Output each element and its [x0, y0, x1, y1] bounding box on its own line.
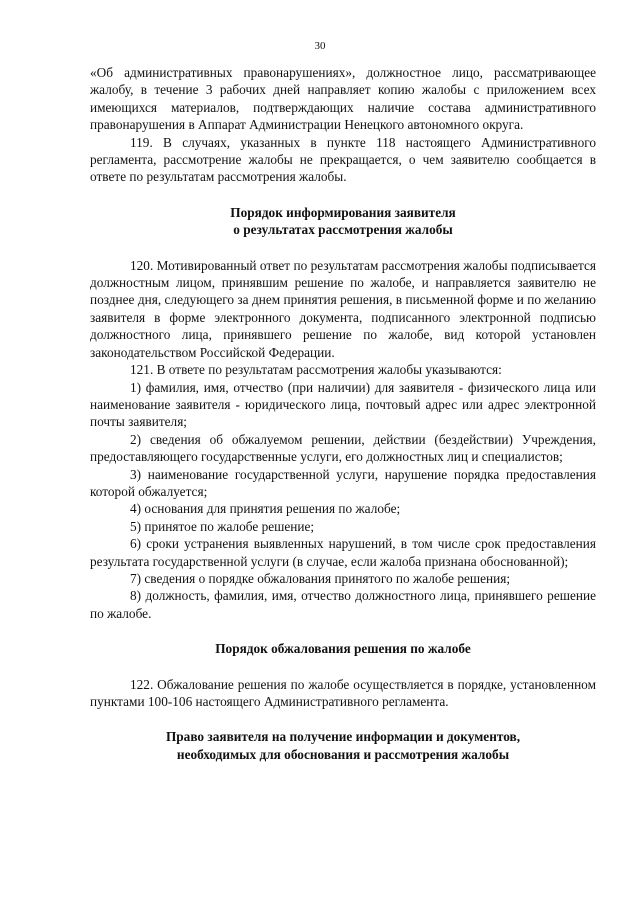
paragraph-120: 120. Мотивированный ответ по результатам рассмотрения жалобы подписывается должностным лицом, принявшим решение по жалобе, и направляется заявителю не позднее дня, следующего за днем принятия решения, в письменной форме и по желанию заявителя в форме электронного документа, подписанного электронной подписью должностного лица, принявшего решение по жалобе, вид которой установлен законодательством Российской Федерации. — [90, 257, 596, 360]
list-item-5: 5) принятое по жалобе решение; — [130, 518, 315, 534]
list-item-6: 6) сроки устранения выявленных нарушений, в том числе срок предоставления результата государственной услуги (в случае, если жалоба признана обоснованной); — [90, 536, 596, 569]
paragraph-122: 122. Обжалование решения по жалобе осуществляется в порядке, установленном пунктами 100-106 настоящего Административного регламента. — [90, 676, 596, 709]
heading-line: Право заявителя на получение информации и документов, — [165, 729, 521, 745]
section-heading-rights — [90, 728, 596, 763]
page-number: 30 — [314, 40, 326, 52]
list-item-4: 4) основания для принятия решения по жалобе; — [130, 501, 401, 517]
paragraph-119: 119. В случаях, указанных в пункте 118 настоящего Административного регламента, рассмотрение жалобы не прекращается, о чем заявителю сообщается в ответе по результатам рассмотрения жалобы. — [90, 134, 596, 185]
heading-line: о результатах рассмотрения жалобы — [233, 222, 453, 238]
list-item-1: 1) фамилия, имя, отчество (при наличии) для заявителя - физического лица или наименование заявителя - юридического лица, почтовый адрес или адрес электронной почты заявителя; — [90, 379, 596, 430]
list-item-7: 7) сведения о порядке обжалования принятого по жалобе решения; — [130, 570, 511, 586]
heading-line: необходимых для обоснования и рассмотрения жалобы — [176, 746, 510, 762]
list-item-8: 8) должность, фамилия, имя, отчество должностного лица, принявшего решение по жалобе. — [90, 588, 596, 621]
section-heading-appeal — [90, 640, 596, 657]
heading-line: Порядок информирования заявителя — [230, 204, 456, 220]
list-item-2: 2) сведения об обжалуемом решении, действии (бездействии) Учреждения, предоставляющего государственные услуги, его должностных лиц и специалистов; — [90, 431, 596, 465]
paragraph-continuation: «Об административных правонарушениях», должностное лицо, рассматривающее жалобу, в течение 3 рабочих дней направляет копию жалобы с приложением всех имеющихся материалов, подтверждающих наличие состава административного правонарушения в Аппарат Администрации Ненецкого автономного округа. — [90, 65, 596, 133]
section-heading-informing — [90, 204, 596, 239]
paragraph-121: 121. В ответе по результатам рассмотрения жалобы указываются: — [130, 362, 502, 378]
list-item-3: 3) наименование государственной услуги, нарушение порядка предоставления которой обжалуется; — [90, 466, 596, 499]
document-body — [90, 64, 596, 763]
heading-line: Порядок обжалования решения по жалобе — [215, 641, 471, 657]
